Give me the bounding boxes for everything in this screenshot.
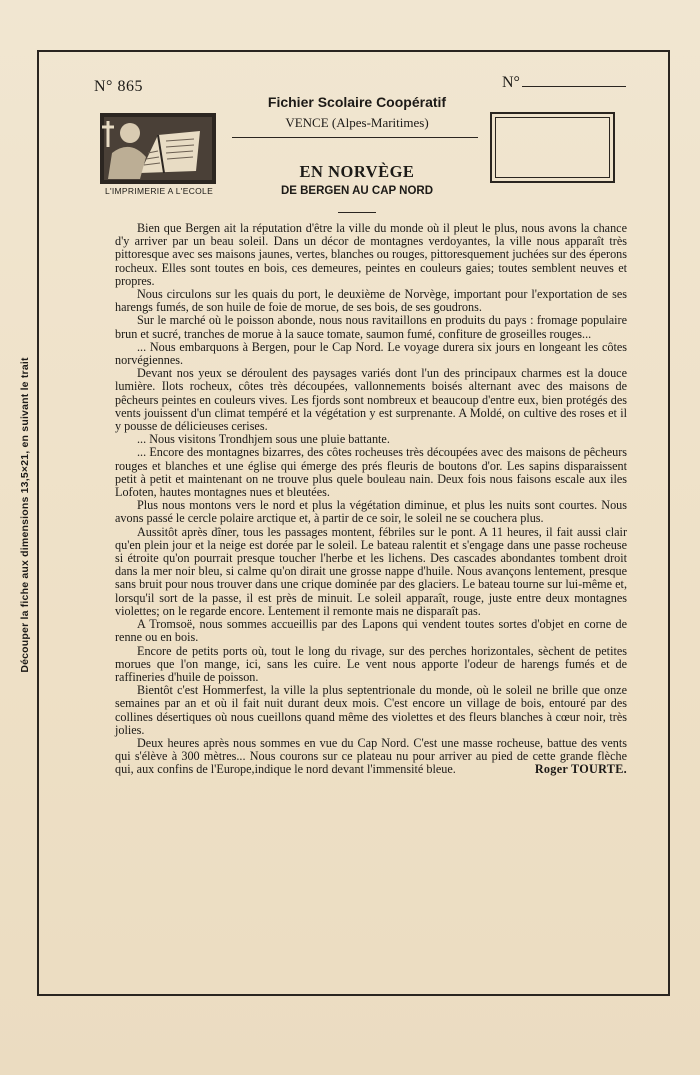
paragraph: ... Nous embarquons à Bergen, pour le Cap Nord. Le voyage durera six jours en longeant les côtes norvégiennes. <box>115 339 627 368</box>
blank-number-label: N° <box>502 74 520 91</box>
paragraph: Bien que Bergen ait la réputation d'être la ville du monde où il pleut le plus, nous avons la chance d'y arriver par un beau soleil. Dans un décor de montagnes verdoyantes, la ville nous apparaît très pittoresque avec ses maisons jaunes, vertes, blanches ou rouges, pittoresquement juchées sur des éperons rocheux. Elles sont toutes en bois, ces demeures, peintes en couleurs gaies; toutes semblent neuves et propres. <box>115 221 627 288</box>
paragraph: ... Encore des montagnes bizarres, des côtes rocheuses très découpées avec des maisons de pêcheurs rouges et blanches et une église qui émerge des prés fleuris de boutons d'or. Les sapins disparaissent petit à petit et maintenant on ne trouve plus quele bouleau nain. Deux fois nous faisons escale aux iles Lofoten, hautes montagnes nues et bleutées. <box>115 445 627 500</box>
paragraph: Devant nos yeux se déroulent des paysages variés dont l'un des principaux charmes est la douce lumière. Ilots rocheux, côtes très découpées, vallonnements boisés alternant avec des maisons de pêcheurs peintes en couleurs vives. Les fjords sont nombreux et beaucoup d'entre eux, bien protégés des vents jouissent d'un climat tempéré et la végétation y est surprenante. A Moldé, on cultive des roses et il y pousse de délicieuses cerises. <box>115 366 627 434</box>
paragraph: ... Nous visitons Trondhjem sous une pluie battante. <box>137 432 390 447</box>
author-signature: Roger TOURTE. <box>534 762 627 777</box>
title-rule <box>338 212 376 213</box>
paragraph: Aussitôt après dîner, tous les passages montent, fébriles sur le pont. A 11 heures, il fait aussi clair qu'en plein jour et la neige est dorée par le soleil. Le bateau ralentit et s'engage dans une passe rocheuse si étroite qu'on pourrait presque toucher l'herbe et les lichens. Des cascades abondantes tombent droit dans la mer noir bleu, si calme qu'on dirait une grosse nappe d'huile. Nous avançons lentement, presque sans bruit pour nous trouver dans une crique dominée par des glaciers. Le bateau tourne sur lui-même et, lorsqu'il sort de la passe, il est près de minuit. Le soleil apparaît, rouge, juste entre deux montagnes violettes; on le regarde encore. Lentement il remonte mais ne disparaît pas. <box>115 524 627 618</box>
paragraph-final <box>115 737 627 777</box>
paragraph: Nous circulons sur les quais du port, le deuxième de Norvège, important pour l'exportation de ses harengs fumés, de son huile de foie de morue, de ses bois, de ses goudrons. <box>115 287 627 315</box>
card-number: N° 865 <box>94 78 143 95</box>
logo-caption: L'IMPRIMERIE A L'ECOLE <box>104 186 214 196</box>
cut-instruction <box>10 320 40 710</box>
publisher-title: Fichier Scolaire Coopératif <box>267 94 447 110</box>
article-body <box>115 222 627 777</box>
blank-number-line <box>522 76 626 87</box>
header-rule <box>232 137 478 138</box>
article-title: EN NORVÈGE <box>299 162 415 181</box>
paragraph: A Tromsoë, nous sommes accueillis par des Lapons qui vendent toutes sortes d'objet en corne de renne ou en bois. <box>115 617 627 645</box>
paragraph: Encore de petits ports où, tout le long du rivage, sur des perches horizontales, sèchent de petites morues que l'on mange, ici, sans les cuire. Le vent nous apporte l'odeur de harengs fumés et de raffineries d'huile de poisson. <box>115 643 627 684</box>
article-subtitle: DE BERGEN AU CAP NORD <box>280 185 434 197</box>
printing-press-logo <box>100 113 216 184</box>
paragraph: Plus nous montons vers le nord et plus la végétation diminue, et plus les nuits sont courtes. Nous avons passé le cercle polaire arctique et, à partir de ce soir, le soleil ne se couchera plus. <box>115 498 627 526</box>
paragraph: Sur le marché où le poisson abonde, nous nous ravitaillons en produits du pays : fromage populaire brun et sucré, tranches de morue à la sauce tomate, saumon fumé, confiture de groseilles rouges... <box>115 313 627 341</box>
publisher-location: VENCE (Alpes-Maritimes) <box>285 115 429 130</box>
stamp-box <box>490 112 615 183</box>
paragraph-text: Deux heures après nous sommes en vue du Cap Nord. C'est une masse rocheuse, battue des vents qui s'élève à 300 mètres... Nous courons sur ce plateau nu pour arriver au pied de cette grande flèche qui, aux confins de l'Europe,indique le nord devant l'immensité bleue. <box>115 735 627 777</box>
paragraph: Bientôt c'est Hommerfest, la ville la plus septentrionale du monde, où le soleil ne brille que onze semaines par an et où il fait nuit durant deux mois. C'est encore un village de bois, entouré par des collines désertiques où nous cueillons quand même des violettes et des fleurs blanches à cœur noir, très jolies. <box>115 683 627 737</box>
cut-instruction-text: Découper la fiche aux dimensions 13,5×21, en suivant le trait <box>19 357 31 673</box>
blank-number-field <box>502 74 626 92</box>
